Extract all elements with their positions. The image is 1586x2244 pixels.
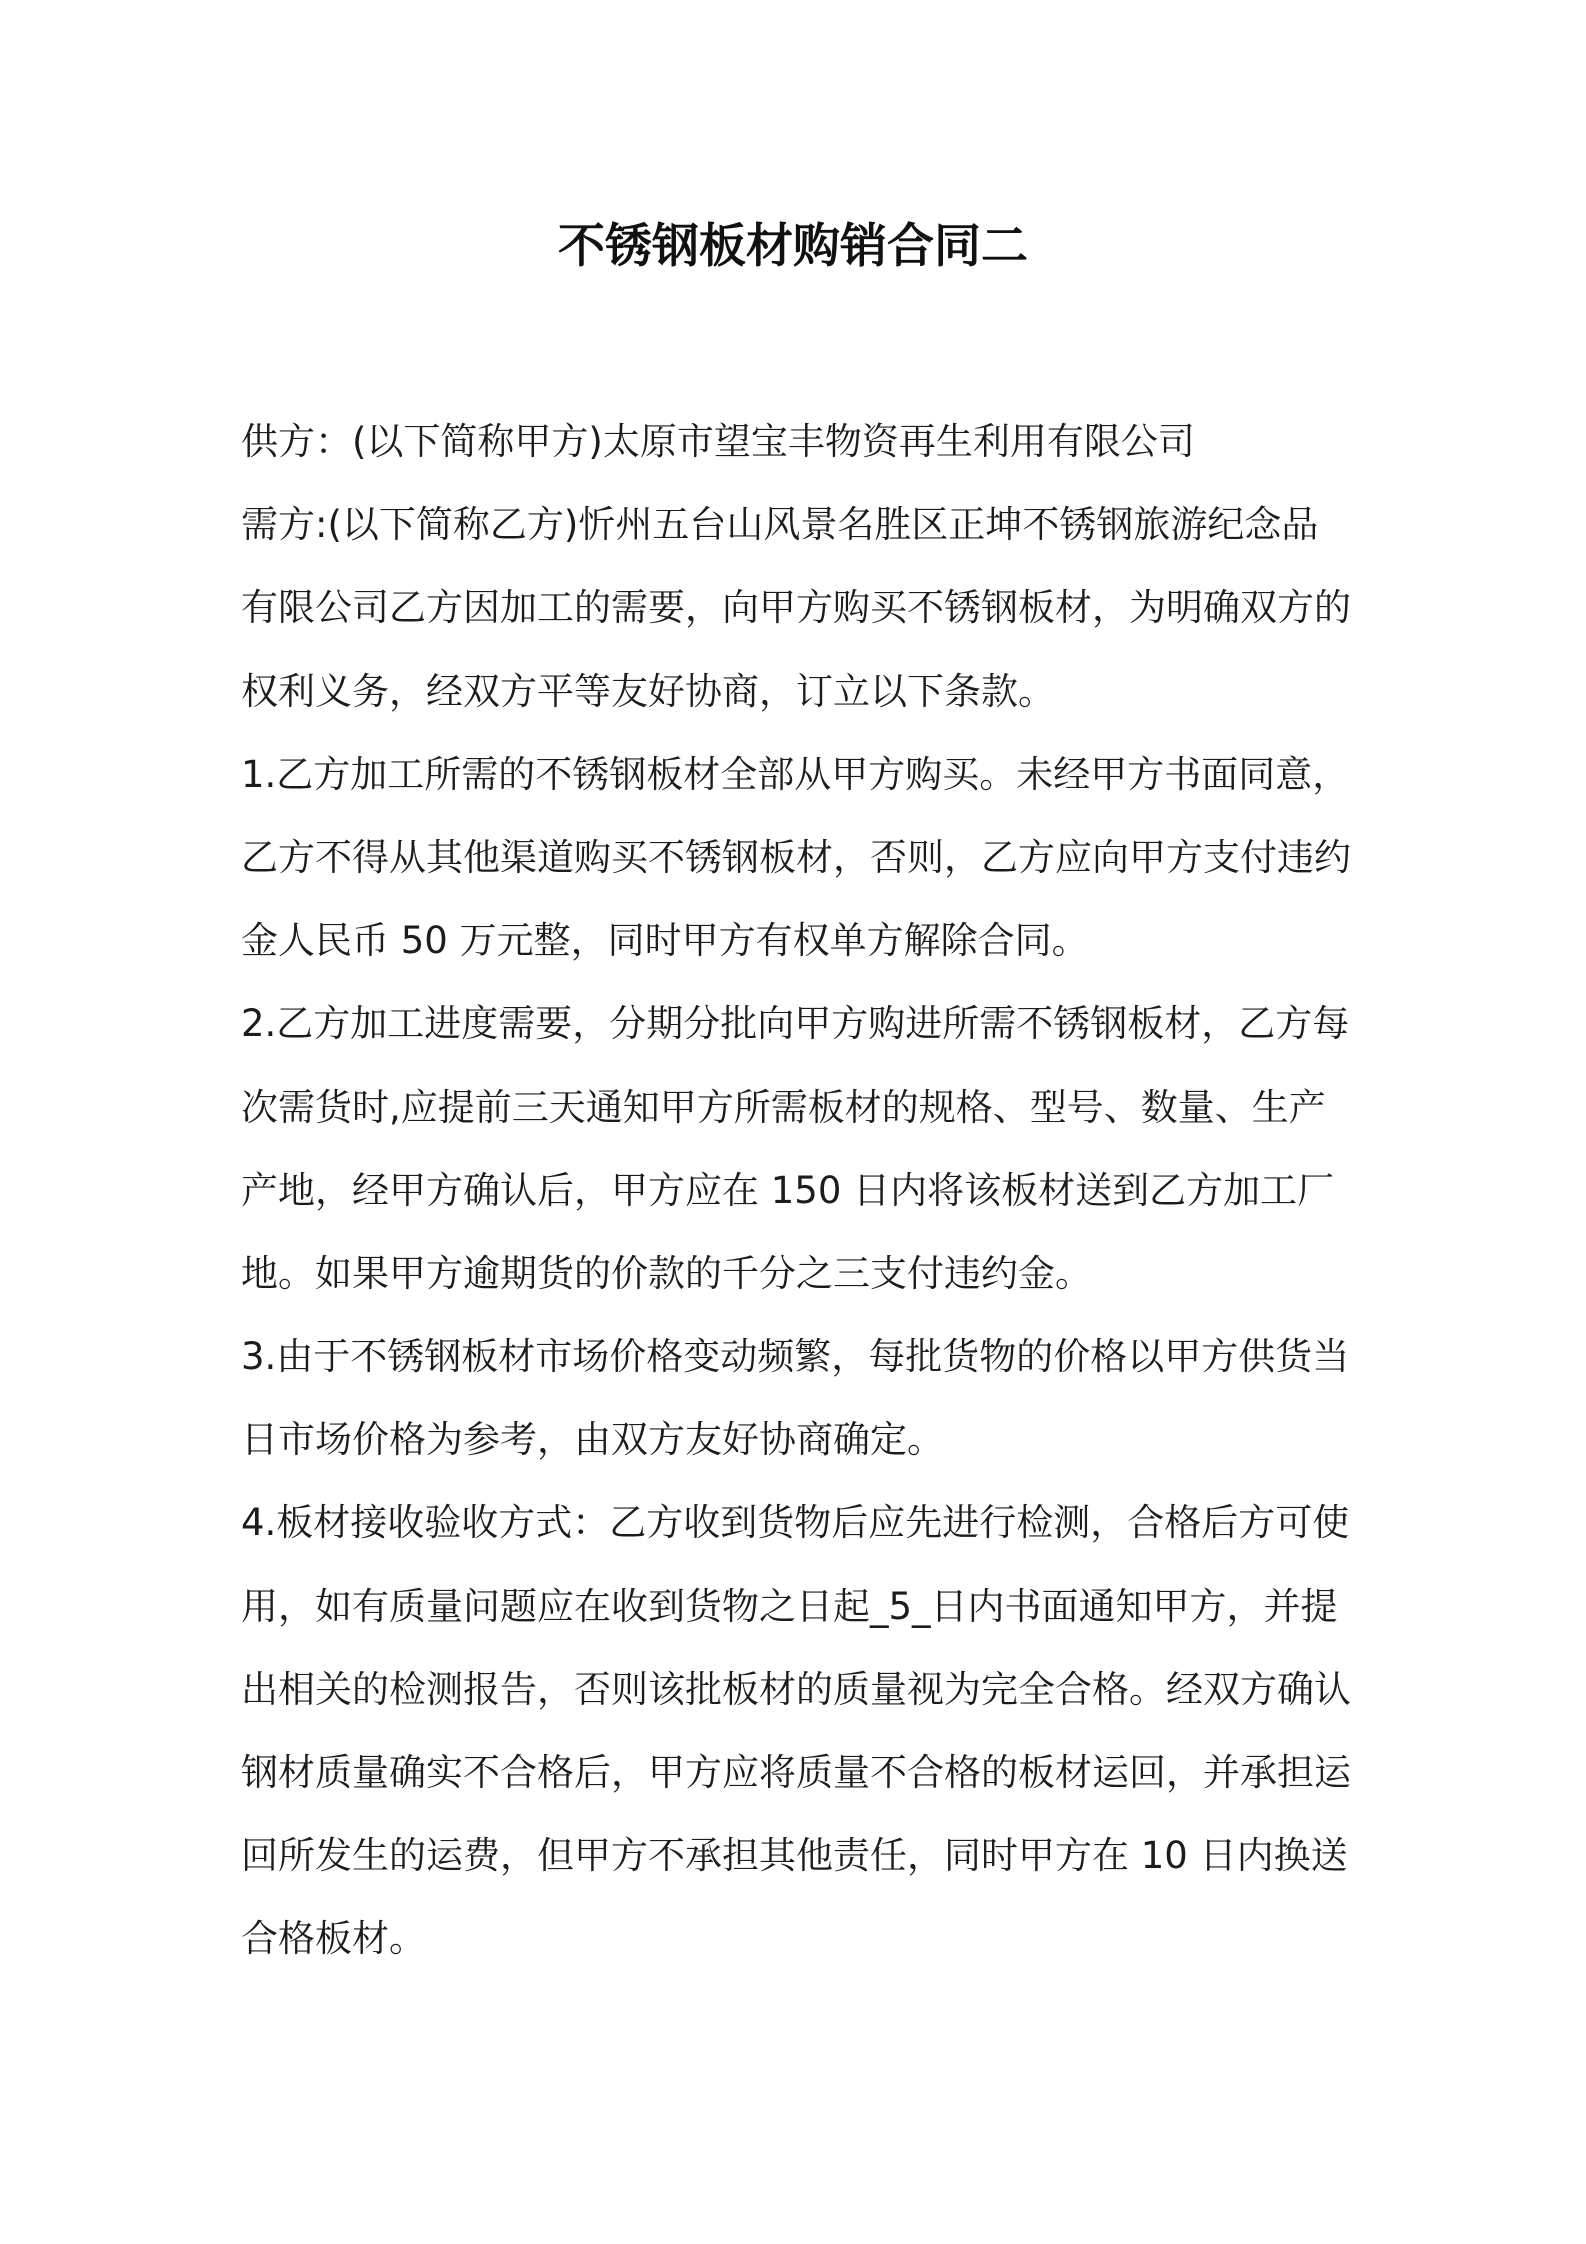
text-line: 有限公司乙方因加工的需要，向甲方购买不锈钢板材，为明确双方的 <box>241 586 1351 630</box>
document-title: 不锈钢板材购销合同二 <box>558 219 1028 274</box>
clause-1-line: 1.乙方加工所需的不锈钢板材全部从甲方购买。未经甲方书面同意， <box>241 752 1350 796</box>
clause-3-line: 3.由于不锈钢板材市场价格变动频繁，每批货物的价格以甲方供货当 <box>241 1335 1350 1379</box>
clause-2-line: 2.乙方加工进度需要，分期分批向甲方购进所需不锈钢板材，乙方每 <box>241 1002 1350 1046</box>
document-body <box>241 400 1353 1981</box>
clause-1-line: 金人民币 50 万元整，同时甲方有权单方解除合同。 <box>241 919 1089 963</box>
clause-3-line: 日市场价格为参考，由双方友好协商确定。 <box>241 1418 944 1462</box>
clause-2-line: 次需货时,应提前三天通知甲方所需板材的规格、型号、数量、生产 <box>241 1085 1326 1129</box>
text-line-buyer: 需方:(以下简称乙方)忻州五台山风景名胜区正坤不锈钢旅游纪念品 <box>241 503 1319 547</box>
clause-2-line: 地。如果甲方逾期货的价款的千分之三支付违约金。 <box>241 1251 1092 1295</box>
text-line: 权利义务，经双方平等友好协商，订立以下条款。 <box>241 669 1055 713</box>
text-line-supplier: 供方：(以下简称甲方)太原市望宝丰物资再生利用有限公司 <box>241 420 1195 463</box>
clause-4-line: 回所发生的运费，但甲方不承担其他责任，同时甲方在 10 日内换送 <box>241 1834 1348 1878</box>
clause-4-line: 4.板材接收验收方式：乙方收到货物后应先进行检测，合格后方可使 <box>241 1501 1350 1545</box>
clause-4-line: 出相关的检测报告，否则该批板材的质量视为完全合格。经双方确认 <box>241 1667 1351 1711</box>
clause-1-line: 乙方不得从其他渠道购买不锈钢板材，否则，乙方应向甲方支付违约 <box>241 835 1351 879</box>
clause-4-line: 钢材质量确实不合格后，甲方应将质量不合格的板材运回，并承担运 <box>241 1751 1351 1794</box>
clause-2-line: 产地，经甲方确认后，甲方应在 150 日内将该板材送到乙方加工厂 <box>241 1168 1335 1212</box>
clause-4-line: 用，如有质量问题应在收到货物之日起_5_日内书面通知甲方，并提 <box>241 1584 1338 1628</box>
clause-4-line: 合格板材。 <box>241 1917 426 1961</box>
